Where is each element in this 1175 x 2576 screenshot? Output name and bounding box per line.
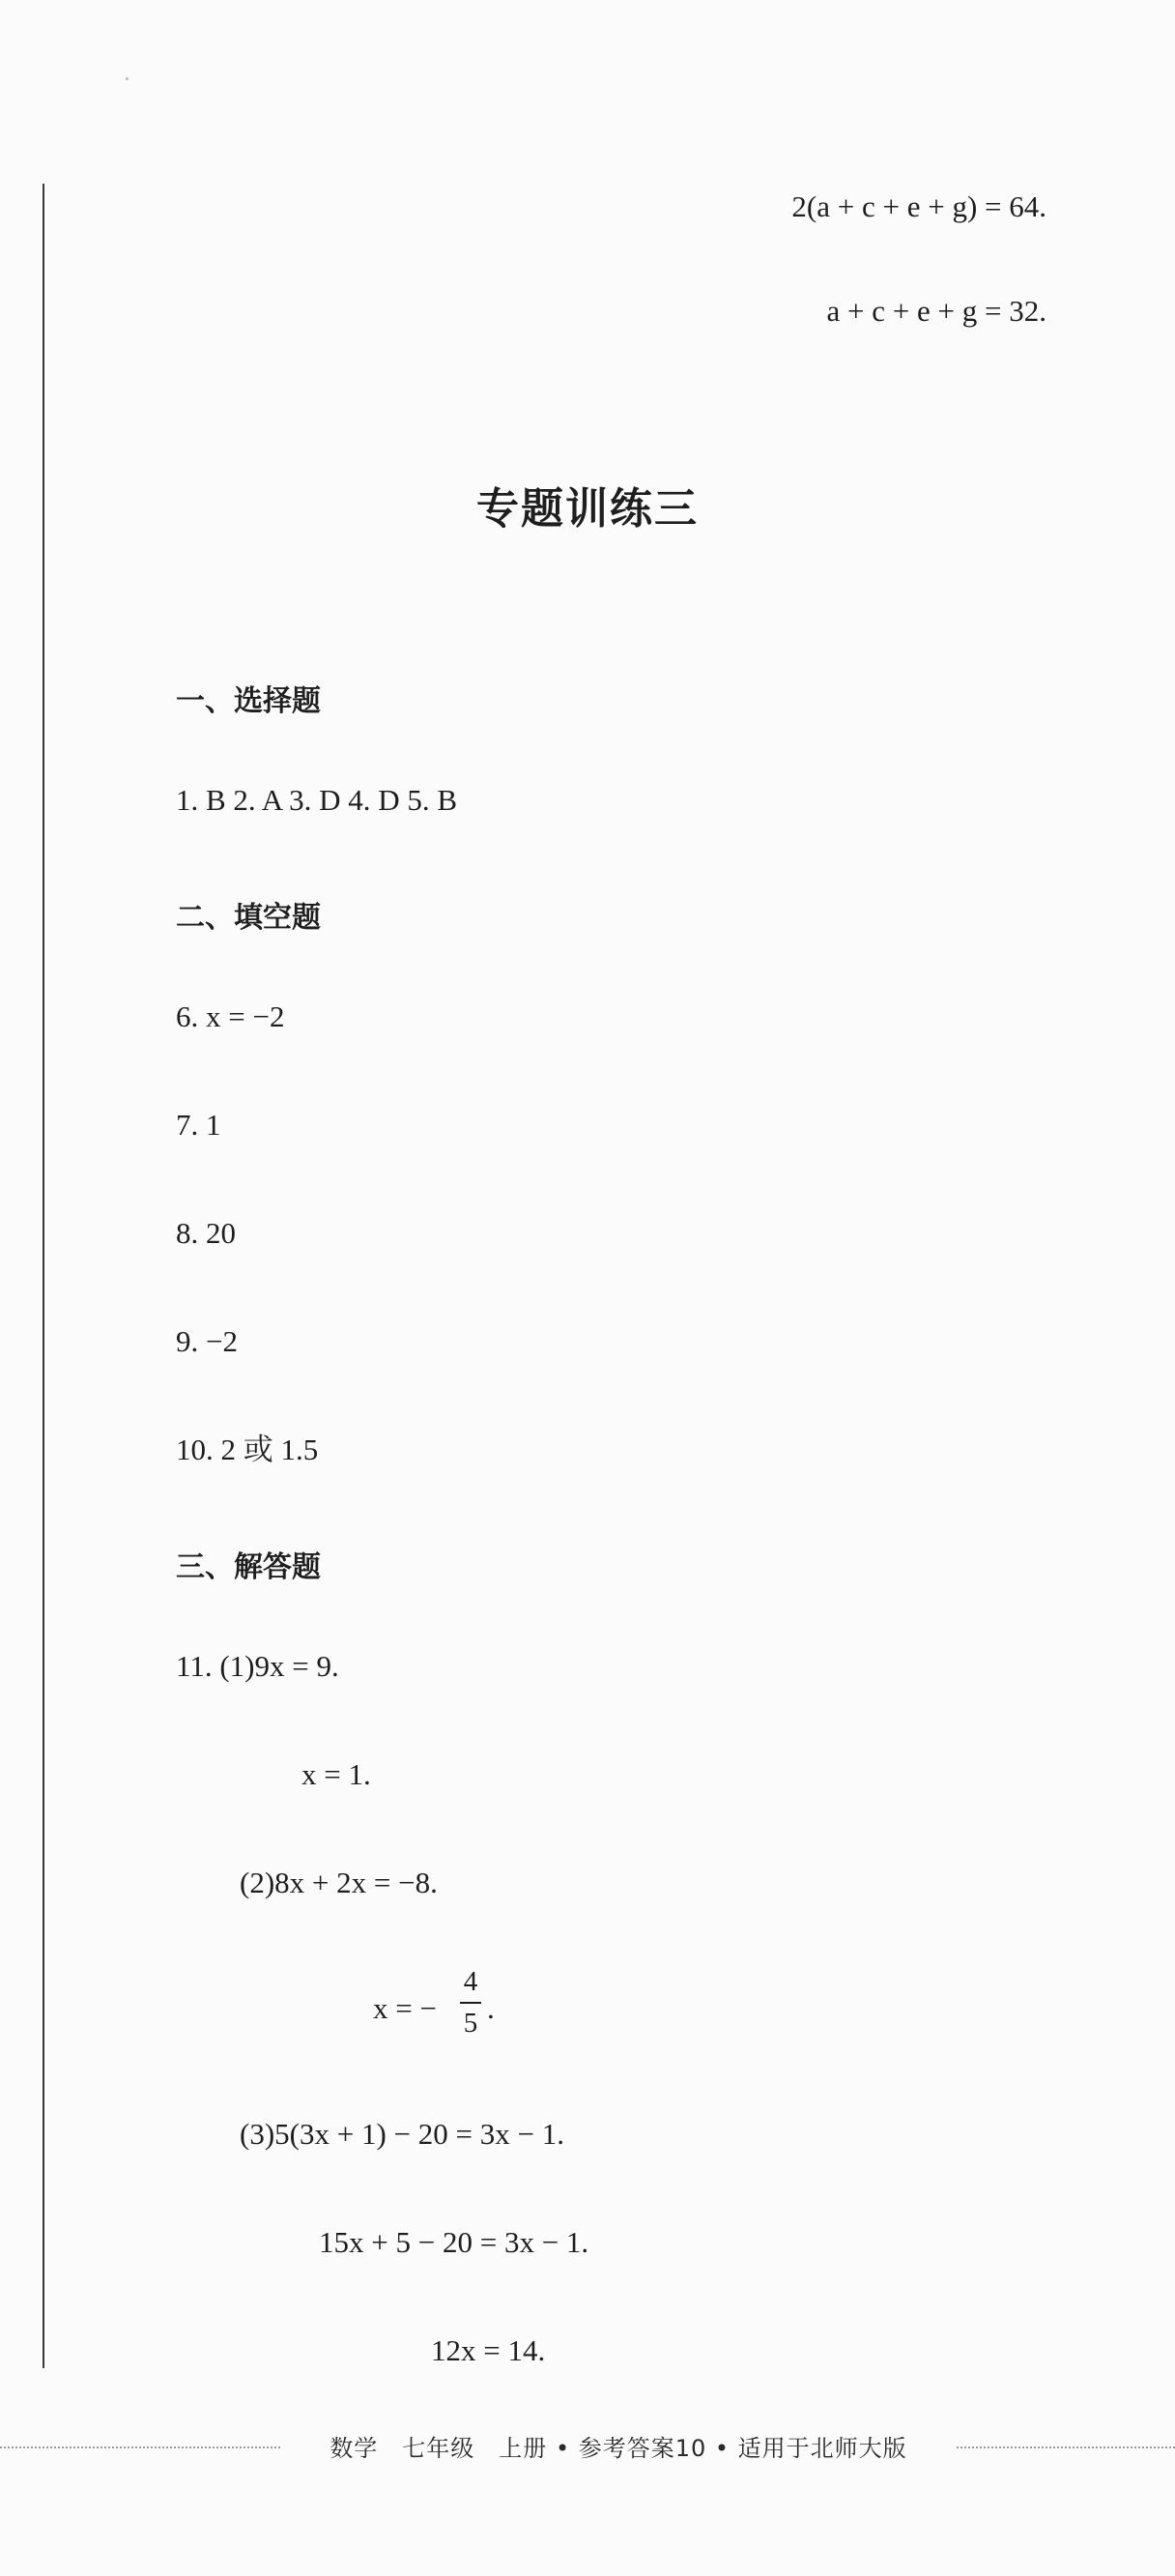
answer-q9: 9. −2 — [176, 1324, 238, 1358]
equation-sum-doubled: 2(a + c + e + g) = 64. — [791, 189, 1046, 223]
q11-step-4-period: . — [487, 1991, 495, 2025]
q11-step-1: 11. (1)9x = 9. — [176, 1649, 339, 1683]
answer-q10: 10. 2 或 1.5 — [176, 1433, 319, 1466]
section-heading-fill: 二、填空题 — [176, 901, 321, 935]
page-footer: 数学 七年级 上册 • 参考答案10 • 适用于北师大版 — [330, 2435, 907, 2462]
q11-step-3: (2)8x + 2x = −8. — [240, 1866, 438, 1899]
fraction-numerator: 4 — [463, 1966, 478, 1997]
fraction-denominator: 5 — [463, 2008, 478, 2039]
q11-step-4-prefix: x = − — [373, 1991, 437, 2025]
section-heading-choice: 一、选择题 — [176, 684, 321, 718]
answer-q7: 7. 1 — [176, 1108, 221, 1142]
section-heading-solve: 三、解答题 — [176, 1550, 321, 1584]
q11-step-2: x = 1. — [301, 1757, 371, 1791]
footer-dotted-rule-left — [0, 2446, 280, 2448]
q11-step-7: 12x = 14. — [431, 2333, 546, 2367]
page-title: 专题训练三 — [476, 484, 699, 534]
answer-q6: 6. x = −2 — [176, 999, 285, 1033]
q11-step-5: (3)5(3x + 1) − 20 = 3x − 1. — [240, 2117, 564, 2151]
answer-q8: 8. 20 — [176, 1216, 236, 1250]
fraction-bar — [460, 2002, 481, 2004]
fraction — [460, 1968, 481, 2038]
equation-sum: a + c + e + g = 32. — [826, 294, 1046, 328]
footer-dotted-rule-right — [957, 2446, 1175, 2448]
q11-step-6: 15x + 5 − 20 = 3x − 1. — [319, 2225, 589, 2259]
choice-answers: 1. B 2. A 3. D 4. D 5. B — [176, 783, 458, 817]
scan-speck — [126, 77, 129, 80]
